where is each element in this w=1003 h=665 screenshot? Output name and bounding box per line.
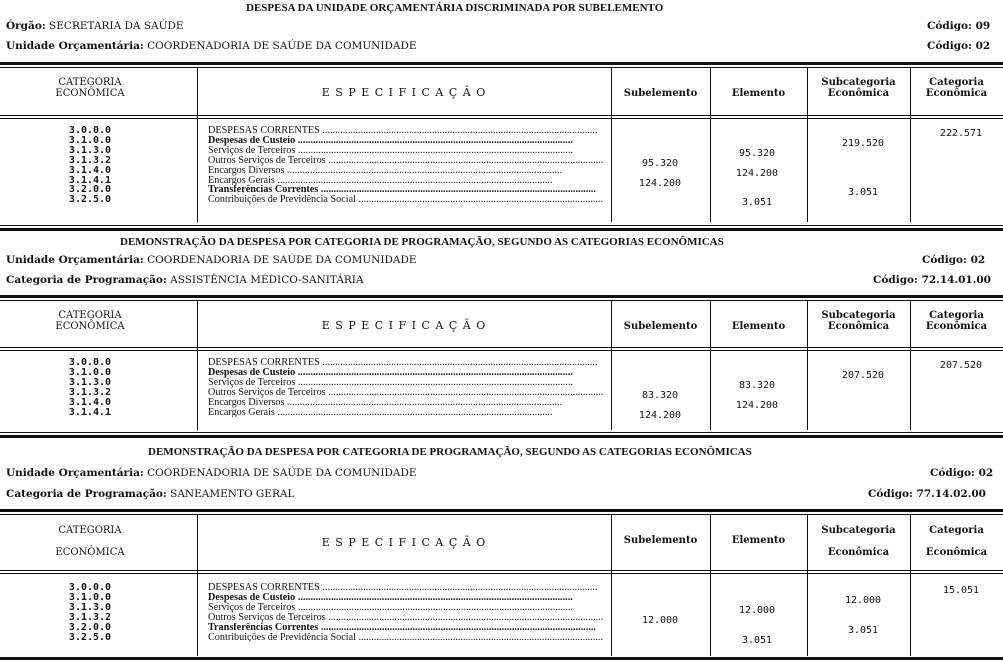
row-code: 3.2.5.0: [68, 194, 112, 206]
divider: [0, 432, 1003, 433]
row-code: 3.2.0.0: [68, 184, 112, 196]
subelemento-value: 95.320: [641, 157, 679, 169]
divider: [0, 570, 1003, 571]
unidade-label: Unidade Orçamentária:: [6, 254, 144, 266]
divider: [0, 509, 1003, 512]
column-header-subcategoria: Subcategoria Econômica: [821, 525, 896, 558]
unidade-value: COORDENADORIA DE SAÚDE DA COMUNIDADE: [147, 467, 417, 479]
elemento-value: 12.000: [738, 604, 776, 616]
divider: [0, 62, 1003, 65]
column-header-subelemento: Subelemento: [623, 88, 698, 99]
programacao-label: Categoria de Programação:: [6, 488, 167, 500]
divider: [0, 657, 1003, 660]
divider: [0, 67, 1003, 68]
row-specification: Encargos Gerais .....: [208, 408, 603, 418]
unidade-value: COORDENADORIA DE SAÚDE DA COMUNIDADE: [147, 40, 417, 52]
column-header-subcategoria: Subcategoria Econômica: [821, 77, 896, 99]
column-divider: [197, 514, 198, 656]
divider: [0, 573, 1003, 574]
row-specification: Transferências Correntes .....: [208, 185, 603, 195]
subcategoria-value: 3.051: [847, 187, 879, 199]
elemento-value: 3.051: [741, 197, 773, 209]
column-divider: [710, 300, 711, 430]
column-header-categoria: CATEGORIA ECONÔMICA: [55, 310, 125, 332]
column-header-subelemento: Subelemento: [623, 321, 698, 332]
row-code: 3.0.0.0: [68, 582, 112, 593]
column-divider: [611, 300, 612, 430]
unidade-line: [6, 254, 417, 266]
divider: [0, 347, 1003, 348]
row-code: 3.1.0.0: [68, 134, 112, 146]
elemento-value: 124.200: [735, 399, 779, 411]
row-code: 3.1.3.2: [68, 386, 112, 398]
row-specification: Serviços de Terceiros .....: [208, 146, 603, 156]
divider: [0, 435, 1003, 438]
subcategoria-value: 207.520: [841, 369, 885, 381]
row-specification: Outros Serviços de Terceiros .....: [208, 388, 603, 398]
row-specification: Encargos Diversos .....: [208, 398, 603, 408]
column-header-categoria_econ: Categoria Econômica: [925, 525, 988, 558]
row-specification: Despesas de Custeio .....: [208, 368, 603, 378]
row-code: 3.0.0.0: [68, 357, 112, 368]
programacao-code: Código: 77.14.02.00: [868, 488, 986, 500]
row-code: 3.1.4.1: [68, 174, 112, 186]
row-specification: Despesas de Custeio .....: [208, 593, 603, 603]
divider: [0, 350, 1003, 351]
programacao-label: Categoria de Programação:: [6, 274, 167, 286]
column-header-subelemento: Subelemento: [623, 535, 698, 546]
row-specification: Contribuições de Previdência Social .....: [208, 633, 603, 643]
row-specification: DESPESAS CORRENTES .....: [208, 358, 603, 368]
row-specification: Outros Serviços de Terceiros .....: [208, 156, 603, 166]
row-code: 3.1.3.2: [68, 154, 112, 166]
divider: [0, 118, 1003, 119]
section1-title: DESPESA DA UNIDADE ORÇAMENTÁRIA DISCRIMINADA POR SUBELEMENTO: [246, 2, 664, 14]
unidade-code: Código: 02: [930, 467, 994, 479]
row-specification: Contribuições de Previdência Social .....: [208, 195, 603, 205]
column-header-categoria: CATEGORIA ECONÔMICA: [55, 77, 125, 99]
subcategoria-value: 219.520: [841, 137, 885, 149]
column-header-subcategoria: Subcategoria Econômica: [821, 310, 896, 332]
subcategoria-value: 12.000: [844, 594, 882, 606]
column-header-especificacao: E S P E C I F I C A Ç Ã O: [321, 319, 487, 332]
elemento-value: 3.051: [741, 634, 773, 646]
column-header-especificacao: E S P E C I F I C A Ç Ã O: [321, 536, 487, 549]
section3-title: DEMONSTRAÇÃO DA DESPESA POR CATEGORIA DE PROGRAMAÇÃO, SEGUNDO AS CATEGORIAS ECONÔMICAS: [148, 446, 752, 458]
categoria-value: 207.520: [939, 360, 983, 371]
unidade-line: [6, 467, 417, 479]
subelemento-value: 124.200: [638, 409, 682, 421]
row-code: 3.2.0.0: [68, 621, 112, 633]
programacao-code: Código: 72.14.01.00: [873, 274, 991, 286]
elemento-value: 83.320: [738, 379, 776, 391]
subelemento-value: 124.200: [638, 177, 682, 189]
row-specification: Encargos Gerais .....: [208, 176, 603, 186]
unidade-value: COORDENADORIA DE SAÚDE DA COMUNIDADE: [147, 254, 417, 266]
programacao-line: [6, 488, 294, 500]
elemento-value: 124.200: [735, 167, 779, 179]
section2-title: DEMONSTRAÇÃO DA DESPESA POR CATEGORIA DE PROGRAMAÇÃO, SEGUNDO AS CATEGORIAS ECONÔMICAS: [120, 236, 724, 248]
row-code: 3.1.0.0: [68, 366, 112, 378]
column-header-categoria: CATEGORIA ECONÔMICA: [55, 525, 125, 558]
orgao-code: Código: 09: [927, 20, 991, 32]
row-specification: Transferências Correntes .....: [208, 623, 603, 633]
column-header-especificacao: E S P E C I F I C A Ç Ã O: [321, 86, 487, 99]
row-specification: DESPESAS CORRENTES .....: [208, 583, 603, 593]
column-header-elemento: Elemento: [731, 321, 786, 332]
subelemento-value: 12.000: [641, 614, 679, 626]
programacao-value: SANEAMENTO GERAL: [170, 488, 295, 500]
column-header-categoria_econ: Categoria Econômica: [925, 310, 988, 332]
divider: [0, 225, 1003, 226]
categoria-value: 15.051: [942, 585, 980, 596]
unidade-label: Unidade Orçamentária:: [6, 467, 144, 479]
unidade-code: Código: 02: [927, 40, 991, 52]
unidade-label: Unidade Orçamentária:: [6, 40, 144, 52]
row-code: 3.1.4.1: [68, 406, 112, 418]
row-specification: Despesas de Custeio .....: [208, 136, 603, 146]
row-code: 3.1.3.0: [68, 601, 112, 613]
orgao-line: [6, 20, 184, 32]
row-code: 3.1.4.0: [68, 396, 112, 408]
orgao-label: Órgão:: [6, 20, 46, 32]
divider: [0, 514, 1003, 515]
programacao-value: ASSISTÊNCIA MÉDICO-SANITÁRIA: [170, 274, 364, 286]
divider: [0, 295, 1003, 298]
orgao-value: SECRETARIA DA SAÚDE: [49, 20, 184, 32]
row-code: 3.1.0.0: [68, 591, 112, 603]
divider: [0, 228, 1003, 231]
row-specification: DESPESAS CORRENTES .....: [208, 126, 603, 136]
row-code: 3.1.3.0: [68, 144, 112, 156]
row-specification: Encargos Diversos .....: [208, 166, 603, 176]
column-header-categoria_econ: Categoria Econômica: [925, 77, 988, 99]
row-code: 3.1.4.0: [68, 164, 112, 176]
row-code: 3.1.3.0: [68, 376, 112, 388]
divider: [0, 300, 1003, 301]
row-code: 3.2.5.0: [68, 631, 112, 643]
unidade-line: [6, 40, 417, 52]
unidade-code: Código: 02: [922, 254, 986, 266]
row-code: 3.1.3.2: [68, 611, 112, 623]
row-specification: Serviços de Terceiros .....: [208, 603, 603, 613]
categoria-value: 222.571: [939, 128, 983, 139]
column-header-elemento: Elemento: [731, 88, 786, 99]
subelemento-value: 83.320: [641, 389, 679, 401]
subcategoria-value: 3.051: [847, 624, 879, 636]
divider: [0, 115, 1003, 116]
row-specification: Serviços de Terceiros .....: [208, 378, 603, 388]
column-header-elemento: Elemento: [731, 535, 786, 546]
row-code: 3.0.0.0: [68, 125, 112, 136]
row-specification: Outros Serviços de Terceiros .....: [208, 613, 603, 623]
elemento-value: 95.320: [738, 147, 776, 159]
programacao-line: [6, 274, 364, 286]
